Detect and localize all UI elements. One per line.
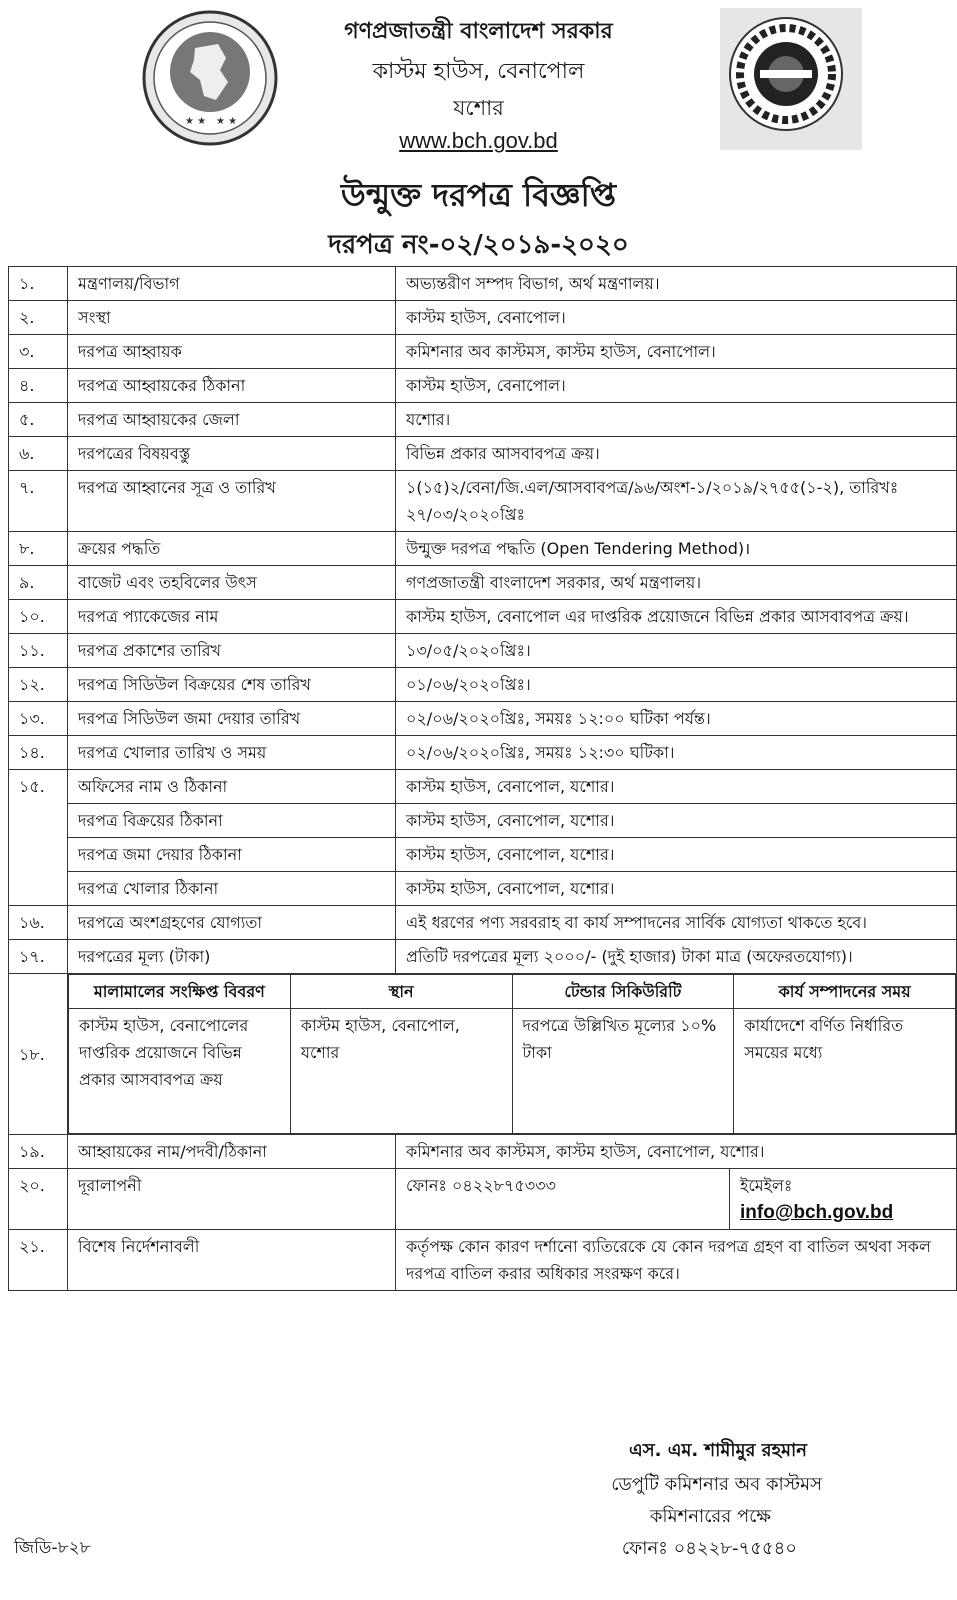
row-number: ৫.	[9, 403, 68, 437]
row-value: অভ্যন্তরীণ সম্পদ বিভাগ, অর্থ মন্ত্রণালয়।	[396, 267, 957, 301]
row-label: দরপত্র আহ্বানের সূত্র ও তারিখ	[68, 471, 396, 532]
table-row	[9, 702, 957, 736]
goods-summary-table	[68, 974, 956, 1134]
row-label: দরপত্র প্রকাশের তারিখ	[68, 634, 396, 668]
table-row	[9, 600, 957, 634]
row-value: কাস্টম হাউস, বেনাপোল।	[396, 301, 957, 335]
row-number: ৪.	[9, 369, 68, 403]
col-header-description: মালামালের সংক্ষিপ্ত বিবরণ	[69, 975, 291, 1009]
row-label: অফিসের নাম ও ঠিকানা	[68, 770, 396, 804]
row-value: এই ধরণের পণ্য সরবরাহ বা কার্য সম্পাদনের সার্বিক যোগ্যতা থাকতে হবে।	[396, 906, 957, 940]
tender-details-table	[8, 266, 957, 1291]
signatory-on-behalf: কমিশনারের পক্ষে	[649, 1506, 771, 1527]
row-number: ১.	[9, 267, 68, 301]
row-number: ৯.	[9, 566, 68, 600]
table-row	[9, 1169, 957, 1230]
row-value: ০১/০৬/২০২০খ্রিঃ।	[396, 668, 957, 702]
row-label: দরপত্র খোলার ঠিকানা	[68, 872, 396, 906]
tender-number: দরপত্র নং-০২/২০১৯-২০২০	[328, 230, 629, 260]
row-value: গণপ্রজাতন্ত্রী বাংলাদেশ সরকার, অর্থ মন্ত্রণালয়।	[396, 566, 957, 600]
table-row	[9, 770, 957, 804]
row-value: কাস্টম হাউস, বেনাপোল, যশোর।	[396, 804, 957, 838]
row-number: ১৯.	[9, 1135, 68, 1169]
cell-location: কাস্টম হাউস, বেনাপোল, যশোর	[290, 1009, 512, 1134]
row-label: দরপত্রের বিষয়বস্তু	[68, 437, 396, 471]
row-value: প্রতিটি দরপত্রের মূল্য ২০০০/- (দুই হাজার) টাকা মাত্র (অফেরতযোগ্য)।	[396, 940, 957, 974]
contact-cell	[396, 1169, 957, 1230]
col-header-security: টেন্ডার সিকিউরিটি	[512, 975, 734, 1009]
table-row	[9, 369, 957, 403]
table-row	[9, 267, 957, 301]
row-label: দরপত্র আহ্বায়ক	[68, 335, 396, 369]
table-row	[9, 1135, 957, 1169]
row-number: ১৩.	[9, 702, 68, 736]
signatory-name: এস. এম. শামীমুর রহমান	[629, 1440, 807, 1461]
table-row	[9, 872, 957, 906]
row-number: ২.	[9, 301, 68, 335]
goods-summary-cell	[68, 974, 957, 1135]
row-label: দরপত্র সিডিউল বিক্রয়ের শেষ তারিখ	[68, 668, 396, 702]
row-value: কাস্টম হাউস, বেনাপোল এর দাপ্তরিক প্রয়োজনে বিভিন্ন প্রকার আসবাবপত্র ক্রয়।	[396, 600, 957, 634]
row-label: সংস্থা	[68, 301, 396, 335]
table-row	[9, 301, 957, 335]
row-number: ১২.	[9, 668, 68, 702]
row-number: ৮.	[9, 532, 68, 566]
row-value: কাস্টম হাউস, বেনাপোল, যশোর।	[396, 838, 957, 872]
cell-time: কার্যাদেশে বর্ণিত নির্ধারিত সময়ের মধ্যে	[734, 1009, 956, 1134]
row-label: বিশেষ নির্দেশনাবলী	[68, 1230, 396, 1291]
svg-text:★ ★: ★ ★	[185, 116, 207, 127]
govt-name: গণপ্রজাতন্ত্রী বাংলাদেশ সরকার	[344, 19, 613, 44]
cell-description: কাস্টম হাউস, বেনাপোলের দাপ্তরিক প্রয়োজনে বিভিন্ন প্রকার আসবাবপত্র ক্রয়	[69, 1009, 291, 1134]
phone-number: ফোনঃ ০৪২২৮৭৫৩৩৩	[396, 1169, 730, 1229]
signatory-phone: ফোনঃ ০৪২২৮-৭৫৫৪০	[621, 1538, 797, 1559]
district-name: যশোর	[453, 96, 504, 120]
table-row-18	[9, 974, 957, 1135]
table-row	[9, 906, 957, 940]
row-number: ৩.	[9, 335, 68, 369]
row-value: বিভিন্ন প্রকার আসবাবপত্র ক্রয়।	[396, 437, 957, 471]
row-value: ১(১৫)২/বেনা/জি.এল/আসবাবপত্র/৯৬/অংশ-১/২০১৯/২৭৫৫(১-২), তারিখঃ ২৭/০৩/২০২০খ্রিঃ	[396, 471, 957, 532]
row-label: ক্রয়ের পদ্ধতি	[68, 532, 396, 566]
table-row	[9, 634, 957, 668]
table-row	[9, 804, 957, 838]
row-value: কাস্টম হাউস, বেনাপোল, যশোর।	[396, 872, 957, 906]
col-header-time: কার্য সম্পাদনের সময়	[734, 975, 956, 1009]
table-row	[9, 1230, 957, 1291]
row-value: কাস্টম হাউস, বেনাপোল।	[396, 369, 957, 403]
gd-number: জিডি-৮২৮	[14, 1538, 91, 1558]
row-value: কর্তৃপক্ষ কোন কারণ দর্শানো ব্যতিরেকে যে কোন দরপত্র গ্রহণ বা বাতিল অথবা সকল দরপত্র বাতিল করার অধিকার সংরক্ষণ করে।	[396, 1230, 957, 1291]
row-number: ১৬.	[9, 906, 68, 940]
row-label: দরপত্রের মূল্য (টাকা)	[68, 940, 396, 974]
row-value: কাস্টম হাউস, বেনাপোল, যশোর।	[396, 770, 957, 804]
row-label: আহ্বায়কের নাম/পদবী/ঠিকানা	[68, 1135, 396, 1169]
row-value: উন্মুক্ত দরপত্র পদ্ধতি (Open Tendering Method)।	[396, 532, 957, 566]
cell-security: দরপত্রে উল্লিখিত মূল্যের ১০% টাকা	[512, 1009, 734, 1134]
row-number: ১৮.	[9, 974, 68, 1135]
row-value: ১৩/০৫/২০২০খ্রিঃ।	[396, 634, 957, 668]
table-row	[9, 940, 957, 974]
row-label: দরপত্রে অংশগ্রহণের যোগ্যতা	[68, 906, 396, 940]
row-number: ১৭.	[9, 940, 68, 974]
row-number: ৬.	[9, 437, 68, 471]
email-link[interactable]: info@bch.gov.bd	[740, 1202, 894, 1223]
row-label: দরপত্র বিক্রয়ের ঠিকানা	[68, 804, 396, 838]
row-number: ৭.	[9, 471, 68, 532]
row-label: বাজেট এবং তহবিলের উৎস	[68, 566, 396, 600]
signatory-designation: ডেপুটি কমিশনার অব কাস্টমস	[611, 1474, 822, 1495]
table-row	[9, 471, 957, 532]
row-label: দরপত্র প্যাকেজের নাম	[68, 600, 396, 634]
row-number: ১৪.	[9, 736, 68, 770]
row-value: ০২/০৬/২০২০খ্রিঃ, সময়ঃ ১২:৩০ ঘটিকা।	[396, 736, 957, 770]
table-row	[9, 437, 957, 471]
office-name: কাস্টম হাউস, বেনাপোল	[372, 59, 585, 84]
row-label: দরপত্র আহ্বায়কের জেলা	[68, 403, 396, 437]
row-number: ১৫.	[9, 770, 68, 906]
table-row	[9, 668, 957, 702]
table-row	[9, 403, 957, 437]
row-number: ২১.	[9, 1230, 68, 1291]
table-row	[9, 838, 957, 872]
row-number: ১১.	[9, 634, 68, 668]
table-row	[9, 335, 957, 369]
table-row	[9, 566, 957, 600]
table-row	[9, 532, 957, 566]
row-label: দরপত্র আহ্বায়কের ঠিকানা	[68, 369, 396, 403]
row-value: যশোর।	[396, 403, 957, 437]
row-label: দূরালাপনী	[68, 1169, 396, 1230]
email-label: ইমেইলঃ	[740, 1176, 793, 1195]
row-label: মন্ত্রণালয়/বিভাগ	[68, 267, 396, 301]
row-value: কমিশনার অব কাস্টমস, কাস্টম হাউস, বেনাপোল, যশোর।	[396, 1135, 957, 1169]
row-number: ১০.	[9, 600, 68, 634]
notice-title: উন্মুক্ত দরপত্র বিজ্ঞপ্তি	[340, 176, 617, 214]
row-label: দরপত্র জমা দেয়ার ঠিকানা	[68, 838, 396, 872]
row-number: ২০.	[9, 1169, 68, 1230]
row-label: দরপত্র খোলার তারিখ ও সময়	[68, 736, 396, 770]
table-row	[9, 736, 957, 770]
email-block	[730, 1169, 956, 1229]
row-value: ০২/০৬/২০২০খ্রিঃ, সময়ঃ ১২:০০ ঘটিকা পর্যন্ত।	[396, 702, 957, 736]
row-value: কমিশনার অব কাস্টমস, কাস্টম হাউস, বেনাপোল।	[396, 335, 957, 369]
col-header-location: স্থান	[290, 975, 512, 1009]
website-link[interactable]: www.bch.gov.bd	[399, 128, 558, 153]
svg-text:★ ★: ★ ★	[216, 116, 238, 127]
row-label: দরপত্র সিডিউল জমা দেয়ার তারিখ	[68, 702, 396, 736]
